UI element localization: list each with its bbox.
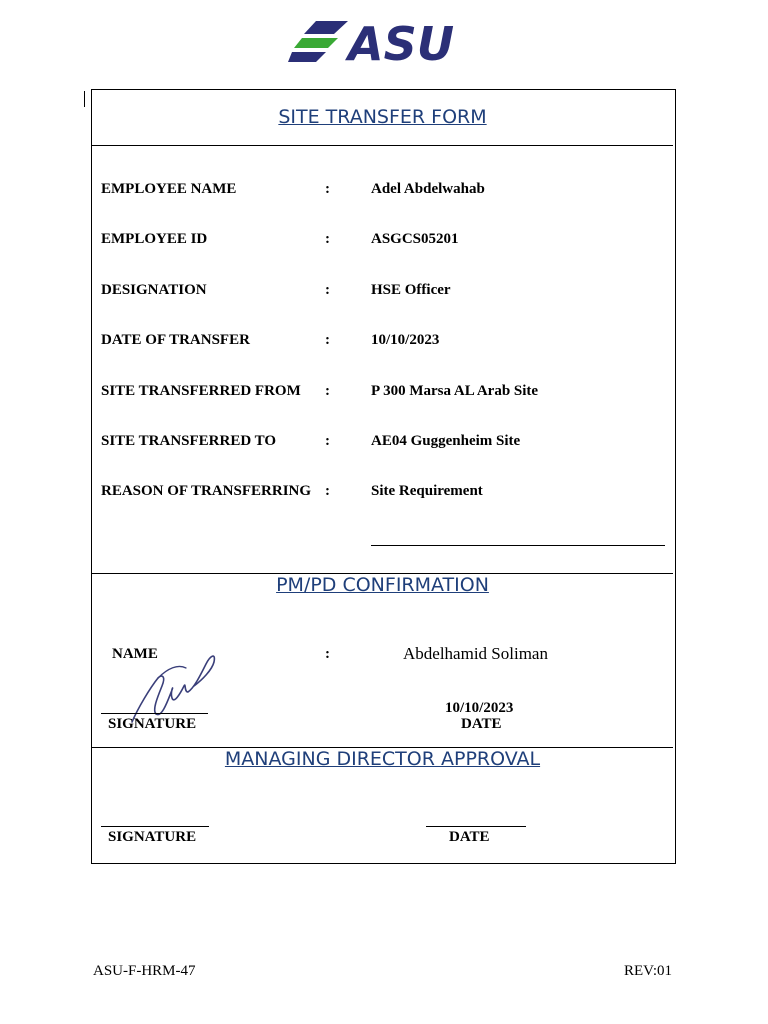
footer-revision: REV:01 [624, 963, 673, 979]
pm-date-label: DATE [461, 716, 502, 732]
field-value[interactable]: 10/10/2023 [371, 332, 440, 348]
field-label: DESIGNATION [101, 282, 207, 298]
field-site-transferred-from [101, 383, 667, 401]
field-label: REASON OF TRANSFERRING [101, 483, 312, 499]
pm-confirmation-heading: PM/PD CONFIRMATION [276, 574, 489, 596]
divider [92, 145, 673, 146]
field-colon: : [325, 231, 330, 247]
field-label: DATE OF TRANSFER [101, 332, 250, 348]
field-colon: : [325, 332, 330, 348]
form-title: SITE TRANSFER FORM [278, 106, 487, 128]
md-date-label: DATE [449, 829, 490, 845]
field-value[interactable]: AE04 Guggenheim Site [371, 433, 521, 449]
field-label: SITE TRANSFERRED TO [101, 433, 277, 449]
field-employee-id [101, 231, 667, 249]
asu-logo [286, 16, 476, 66]
pm-name-colon: : [325, 646, 330, 662]
logo-text: ASU [348, 17, 455, 66]
pm-signature-label: SIGNATURE [108, 716, 197, 732]
field-reason-of-transferring [101, 483, 667, 501]
field-site-transferred-to [101, 433, 667, 451]
field-label: EMPLOYEE NAME [101, 181, 237, 197]
md-signature-line[interactable] [101, 826, 209, 827]
reason-continuation-line [371, 545, 665, 546]
field-value[interactable]: HSE Officer [371, 282, 451, 298]
pm-signature-line [101, 713, 208, 714]
text-cursor [84, 91, 85, 107]
md-date-line[interactable] [426, 826, 526, 827]
field-colon: : [325, 383, 330, 399]
field-label: EMPLOYEE ID [101, 231, 208, 247]
field-designation [101, 282, 667, 300]
pm-date-value[interactable]: 10/10/2023 [445, 700, 514, 716]
field-value[interactable]: ASGCS05201 [371, 231, 459, 247]
field-employee-name [101, 181, 667, 199]
md-signature-label: SIGNATURE [108, 829, 197, 845]
field-colon: : [325, 433, 330, 449]
field-date-of-transfer [101, 332, 667, 350]
field-colon: : [325, 483, 330, 499]
md-approval-heading: MANAGING DIRECTOR APPROVAL [224, 748, 541, 770]
pm-name-label: NAME [112, 646, 158, 662]
field-colon: : [325, 282, 330, 298]
field-value[interactable]: Adel Abdelwahab [371, 181, 485, 197]
field-label: SITE TRANSFERRED FROM [101, 383, 301, 399]
field-value[interactable]: Site Requirement [371, 483, 483, 499]
pm-name-value[interactable]: Abdelhamid Soliman [403, 644, 548, 663]
field-value[interactable]: P 300 Marsa AL Arab Site [371, 383, 539, 399]
field-colon: : [325, 181, 330, 197]
footer-form-code: ASU-F-HRM-47 [93, 963, 196, 979]
